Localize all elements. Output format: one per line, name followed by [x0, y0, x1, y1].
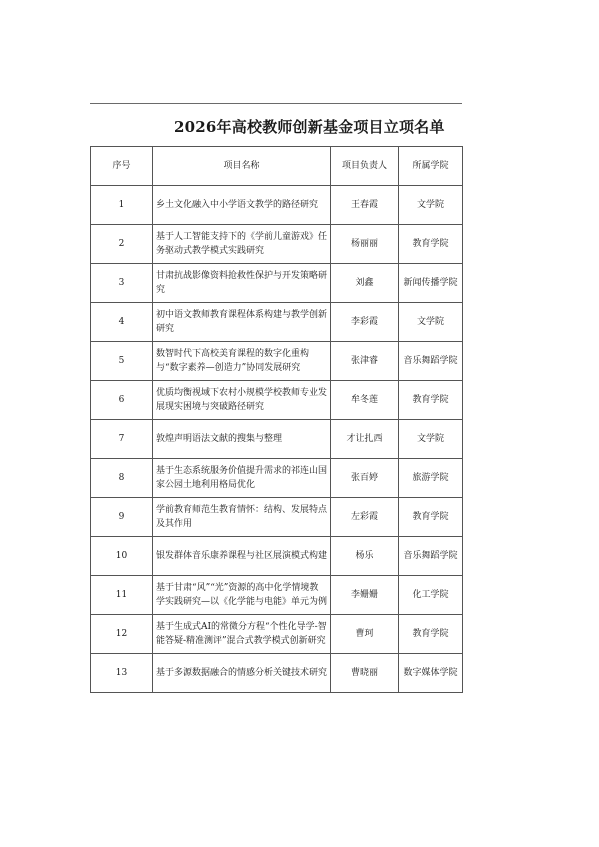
project-leader: 杨乐 — [331, 537, 399, 576]
column-header-number: 序号 — [91, 147, 153, 186]
table-row — [91, 225, 463, 264]
college: 新闻传播学院 — [399, 264, 463, 303]
project-leader: 左彩霞 — [331, 498, 399, 537]
project-name: 学前教育师范生教育情怀：结构、发展特点及其作用 — [153, 498, 331, 537]
table-row — [91, 576, 463, 615]
row-number: 8 — [91, 459, 153, 498]
project-leader: 曹晓丽 — [331, 654, 399, 693]
college: 音乐舞蹈学院 — [399, 537, 463, 576]
row-number: 3 — [91, 264, 153, 303]
project-leader: 杨丽丽 — [331, 225, 399, 264]
college: 教育学院 — [399, 381, 463, 420]
project-leader: 李彩霞 — [331, 303, 399, 342]
row-number: 6 — [91, 381, 153, 420]
project-leader: 刘鑫 — [331, 264, 399, 303]
table-row — [91, 537, 463, 576]
project-leader: 曹珂 — [331, 615, 399, 654]
row-number: 1 — [91, 186, 153, 225]
document-title: 2026年高校教师创新基金项目立项名单 — [174, 118, 445, 136]
project-name: 基于甘肃“风”“光”资源的高中化学情境教学实践研究—以《化学能与电能》单元为例 — [153, 576, 331, 615]
row-number: 12 — [91, 615, 153, 654]
row-number: 2 — [91, 225, 153, 264]
project-table — [90, 146, 463, 693]
project-leader: 张百婷 — [331, 459, 399, 498]
project-leader: 张津睿 — [331, 342, 399, 381]
project-name: 基于人工智能支持下的《学前儿童游戏》任务驱动式教学模式实践研究 — [153, 225, 331, 264]
row-number: 13 — [91, 654, 153, 693]
table-row — [91, 264, 463, 303]
table-row — [91, 186, 463, 225]
row-number: 4 — [91, 303, 153, 342]
project-name: 优质均衡视域下农村小规模学校教师专业发展现实困境与突破路径研究 — [153, 381, 331, 420]
column-header-project-leader: 项目负责人 — [331, 147, 399, 186]
college: 教育学院 — [399, 615, 463, 654]
college: 音乐舞蹈学院 — [399, 342, 463, 381]
table-row — [91, 498, 463, 537]
college: 文学院 — [399, 186, 463, 225]
row-number: 11 — [91, 576, 153, 615]
table-header-row — [91, 147, 463, 186]
college: 教育学院 — [399, 225, 463, 264]
college: 化工学院 — [399, 576, 463, 615]
column-header-project-name: 项目名称 — [153, 147, 331, 186]
college: 文学院 — [399, 303, 463, 342]
project-name: 甘肃抗战影像资料抢救性保护与开发策略研究 — [153, 264, 331, 303]
project-name: 初中语文教师教育课程体系构建与教学创新研究 — [153, 303, 331, 342]
project-name: 基于多源数据融合的情感分析关键技术研究 — [153, 654, 331, 693]
project-name: 基于生成式AI的常微分方程“个性化导学-智能答疑-精准测评”混合式教学模式创新研究 — [153, 615, 331, 654]
table-row — [91, 420, 463, 459]
column-header-college: 所属学院 — [399, 147, 463, 186]
project-name: 敦煌声明语法文献的搜集与整理 — [153, 420, 331, 459]
row-number: 5 — [91, 342, 153, 381]
table-row — [91, 381, 463, 420]
college: 旅游学院 — [399, 459, 463, 498]
college: 数字媒体学院 — [399, 654, 463, 693]
project-leader: 王春霞 — [331, 186, 399, 225]
project-name: 乡土文化融入中小学语文教学的路径研究 — [153, 186, 331, 225]
header-rule — [90, 103, 462, 104]
project-leader: 李姗姗 — [331, 576, 399, 615]
project-leader: 才让扎西 — [331, 420, 399, 459]
college: 文学院 — [399, 420, 463, 459]
row-number: 10 — [91, 537, 153, 576]
table-row — [91, 654, 463, 693]
project-leader: 牟冬莲 — [331, 381, 399, 420]
project-name: 银发群体音乐康养课程与社区展演模式构建 — [153, 537, 331, 576]
table-row — [91, 303, 463, 342]
project-name: 数智时代下高校美育课程的数字化重构与“数字素养—创造力”协同发展研究 — [153, 342, 331, 381]
project-name: 基于生态系统服务价值提升需求的祁连山国家公园土地利用格局优化 — [153, 459, 331, 498]
table-row — [91, 342, 463, 381]
table-row — [91, 615, 463, 654]
row-number: 9 — [91, 498, 153, 537]
table-row — [91, 459, 463, 498]
row-number: 7 — [91, 420, 153, 459]
college: 教育学院 — [399, 498, 463, 537]
